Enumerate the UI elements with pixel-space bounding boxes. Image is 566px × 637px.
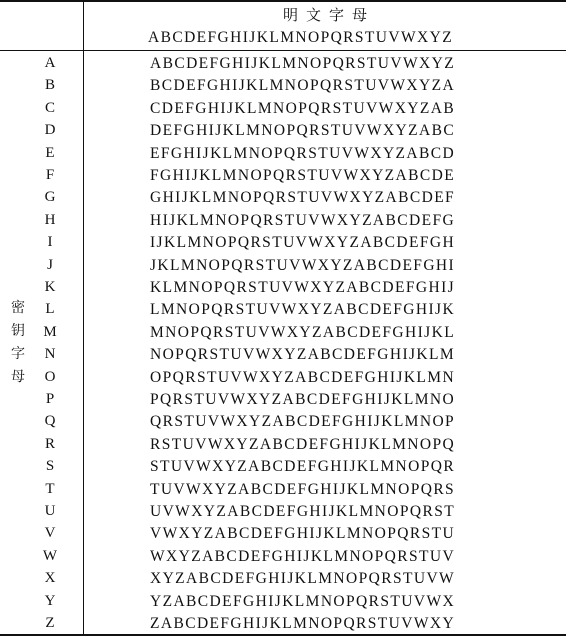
row-cipher-alphabet: KLMNOPQRSTUVWXYZABCDEFGHIJ [150,279,456,296]
table-row [0,590,566,613]
row-cipher-alphabet: EFGHIJKLMNOPQRSTUVWXYZABCD [150,144,456,162]
table-row [0,52,566,75]
row-key-letter: T [45,480,55,497]
table-row [0,455,566,478]
row-key-letter: O [44,368,56,385]
row-key-letter: N [44,346,56,363]
row-key-letter: Q [44,413,56,430]
table-row [0,366,566,389]
row-key-letter: W [42,547,58,564]
header-separator-rule [0,50,566,51]
row-cipher-alphabet: ZABCDEFGHIJKLMNOPQRSTUVWXY [150,615,456,632]
table-row [0,142,566,165]
row-cipher-alphabet: PQRSTUVWXYZABCDEFGHIJKLMNO [150,391,456,408]
row-cipher-alphabet: IJKLMNOPQRSTUVWXYZABCDEFGH [150,234,456,252]
row-cipher-alphabet: UVWXYZABCDEFGHIJKLMNOPQRST [150,503,456,520]
row-cipher-alphabet: QRSTUVWXYZABCDEFGHIJKLMNOP [150,413,456,431]
row-key-letter: X [44,570,56,587]
row-cipher-alphabet: ABCDEFGHIJKLMNOPQRSTUVWXYZ [150,55,456,72]
row-cipher-alphabet: XYZABCDEFGHIJKLMNOPQRSTUVW [150,570,456,588]
table-row [0,97,566,120]
row-cipher-alphabet: DEFGHIJKLMNOPQRSTUVWXYZABC [150,122,456,140]
row-cipher-alphabet: CDEFGHIJKLMNOPQRSTUVWXYZAB [150,99,456,117]
table-row [0,276,566,299]
row-key-letter: K [44,279,56,295]
table-row [0,433,566,456]
table-row [0,500,566,523]
row-cipher-alphabet: NOPQRSTUVWXYZABCDEFGHIJKLM [150,346,456,364]
table-row [0,186,566,209]
table-row [0,388,566,411]
row-cipher-alphabet: LMNOPQRSTUVWXYZABCDEFGHIJK [150,301,456,319]
row-key-letter: C [44,99,55,116]
row-key-letter: E [45,144,55,161]
row-key-letter: Z [45,615,55,631]
row-key-letter: H [44,211,56,228]
table-row [0,209,566,232]
table-row [0,545,566,568]
table-row [0,567,566,590]
row-cipher-alphabet: MNOPQRSTUVWXYZABCDEFGHIJKL [150,323,456,341]
row-cipher-alphabet: YZABCDEFGHIJKLMNOPQRSTUVWX [150,592,456,610]
table-row [0,119,566,142]
row-cipher-alphabet: GHIJKLMNOPQRSTUVWXYZABCDEF [150,189,456,207]
row-cipher-alphabet: HIJKLMNOPQRSTUVWXYZABCDEFG [150,211,456,229]
table-row [0,478,566,501]
row-cipher-alphabet: JKLMNOPQRSTUVWXYZABCDEFGHI [150,256,456,274]
table-row [0,343,566,366]
row-key-letter: F [45,167,55,183]
row-key-letter: G [44,189,56,206]
row-key-letter: D [44,122,56,139]
row-cipher-alphabet: WXYZABCDEFGHIJKLMNOPQRSTUV [150,547,456,565]
row-cipher-alphabet: OPQRSTUVWXYZABCDEFGHIJKLMN [150,368,456,386]
row-cipher-alphabet: VWXYZABCDEFGHIJKLMNOPQRSTU [150,525,456,543]
row-cipher-alphabet: RSTUVWXYZABCDEFGHIJKLMNOPQ [150,435,456,453]
row-key-letter: P [45,391,55,407]
row-cipher-alphabet: TUVWXYZABCDEFGHIJKLMNOPQRS [150,480,456,498]
row-key-letter: A [44,55,56,71]
row-key-letter: R [44,435,55,452]
row-key-letter: B [44,77,55,94]
row-cipher-alphabet: BCDEFGHIJKLMNOPQRSTUVWXYZA [150,77,456,95]
row-key-letter: S [45,458,55,475]
plaintext-header-title: 明文字母 [282,6,375,24]
table-row [0,522,566,545]
table-row [0,612,566,635]
table-top-rule [0,0,566,2]
row-key-letter: I [47,234,53,251]
key-letter-label: 密 钥 字 母 [11,300,25,385]
row-key-letter: J [47,256,53,273]
table-row [0,321,566,344]
table-row [0,231,566,254]
row-key-letter: Y [44,592,56,609]
table-row [0,74,566,97]
row-key-letter: U [44,503,56,519]
table-row [0,164,566,187]
table-row [0,298,566,321]
row-cipher-alphabet: FGHIJKLMNOPQRSTUVWXYZABCDE [150,167,456,184]
row-cipher-alphabet: STUVWXYZABCDEFGHIJKLMNOPQR [150,458,456,476]
row-key-letter: M [43,323,57,340]
row-key-letter: V [44,525,56,542]
plaintext-alphabet-row: ABCDEFGHIJKLMNOPQRSTUVWXYZ [148,29,454,46]
table-row [0,410,566,433]
table-row [0,254,566,277]
row-key-letter: L [45,301,55,318]
